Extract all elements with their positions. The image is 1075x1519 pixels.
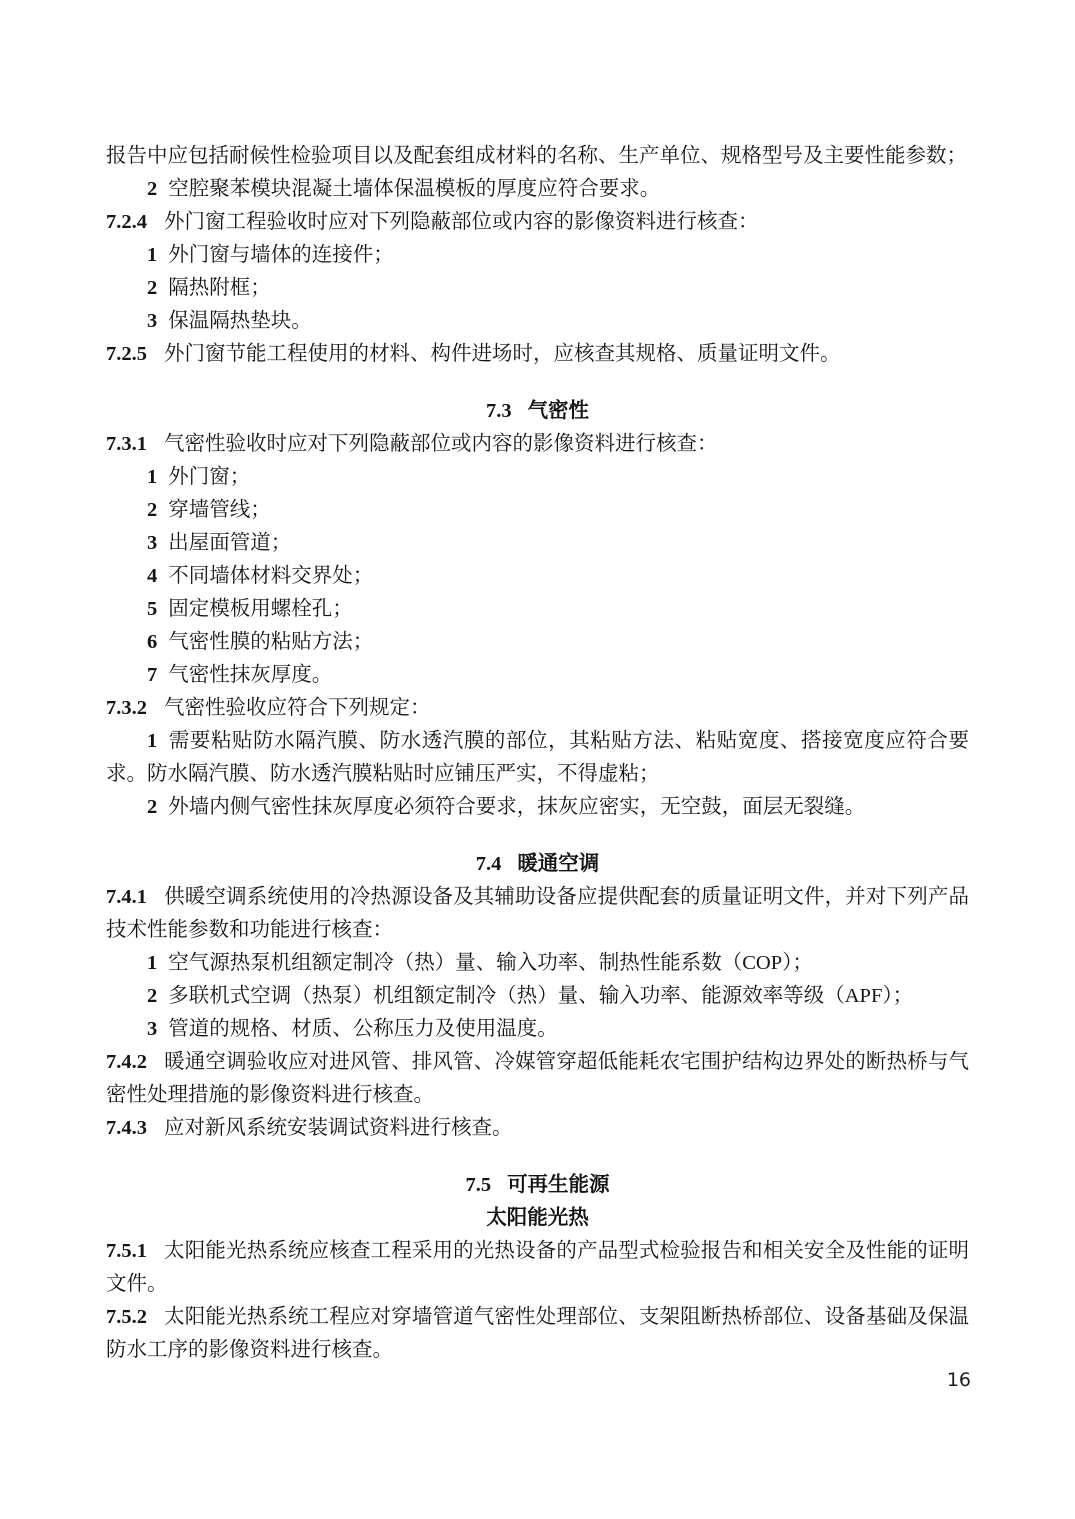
item-text: 外门窗与墙体的连接件； [168, 244, 394, 266]
item-number: 1 [147, 244, 158, 266]
section-title: 气密性 [527, 400, 590, 422]
clause-text: 暖通空调验收应对进风管、排风管、冷媒管穿超低能耗农宅围护结构边界处的断热桥与气密性处理措施的影像资料进行核查。 [106, 1051, 969, 1106]
paragraph-continuation [106, 140, 969, 173]
list-item [106, 947, 969, 980]
clause-number: 7.4.3 [106, 1117, 147, 1139]
item-text: 气密性膜的粘贴方法； [168, 631, 374, 653]
item-text: 空腔聚苯模块混凝土墙体保温模板的厚度应符合要求。 [168, 178, 661, 200]
subsection-title: 太阳能光热 [486, 1207, 589, 1229]
list-item [106, 593, 969, 626]
list-item [106, 791, 969, 824]
section-heading-7-3 [106, 395, 969, 428]
item-text: 穿墙管线； [168, 499, 271, 521]
clause-7-4-1 [106, 881, 969, 947]
item-number: 5 [147, 598, 158, 620]
clause-number: 7.4.2 [106, 1051, 147, 1073]
item-text: 隔热附框； [168, 277, 271, 299]
item-text: 固定模板用螺栓孔； [168, 598, 353, 620]
clause-number: 7.5.1 [106, 1240, 147, 1262]
section-number: 7.3 [485, 400, 512, 422]
item-number: 1 [147, 952, 158, 974]
clause-text: 应对新风系统安装调试资料进行核查。 [164, 1117, 513, 1139]
item-number: 6 [147, 631, 158, 653]
item-text: 多联机式空调（热泵）机组额定制冷（热）量、输入功率、能源效率等级（APF）； [168, 985, 914, 1007]
list-item [106, 725, 969, 791]
clause-7-2-5 [106, 338, 969, 371]
item-text: 保温隔热垫块。 [168, 310, 312, 332]
clause-7-3-1 [106, 428, 969, 461]
section-number: 7.5 [465, 1174, 492, 1196]
item-number: 1 [147, 466, 158, 488]
item-text: 外墙内侧气密性抹灰厚度必须符合要求，抹灰应密实，无空鼓，面层无裂缝。 [168, 796, 866, 818]
item-number: 2 [147, 796, 158, 818]
clause-7-5-1 [106, 1235, 969, 1301]
list-item [106, 461, 969, 494]
clause-7-3-2 [106, 692, 969, 725]
clause-text: 太阳能光热系统应核查工程采用的光热设备的产品型式检验报告和相关安全及性能的证明文件。 [106, 1240, 969, 1295]
list-item [106, 560, 969, 593]
list-item [106, 173, 969, 206]
list-item [106, 626, 969, 659]
clause-text: 气密性验收应符合下列规定： [164, 697, 431, 719]
item-number: 3 [147, 310, 158, 332]
clause-7-4-2 [106, 1046, 969, 1112]
section-heading-7-4 [106, 848, 969, 881]
item-number: 2 [147, 985, 158, 1007]
item-text: 外门窗； [168, 466, 251, 488]
item-number: 3 [147, 532, 158, 554]
clause-text: 外门窗工程验收时应对下列隐蔽部位或内容的影像资料进行核查： [164, 211, 759, 233]
clause-text: 气密性验收时应对下列隐蔽部位或内容的影像资料进行核查： [164, 433, 718, 455]
clause-number: 7.4.1 [106, 886, 147, 908]
list-item [106, 239, 969, 272]
clause-number: 7.5.2 [106, 1306, 147, 1328]
clause-number: 7.2.4 [106, 211, 147, 233]
item-number: 2 [147, 499, 158, 521]
list-item [106, 527, 969, 560]
item-text: 出屋面管道； [168, 532, 292, 554]
clause-text: 供暖空调系统使用的冷热源设备及其辅助设备应提供配套的质量证明文件，并对下列产品技术性能参数和功能进行核查： [106, 886, 969, 941]
item-text: 不同墙体材料交界处； [168, 565, 374, 587]
section-title: 暖通空调 [517, 853, 600, 875]
paragraph-text: 报告中应包括耐候性检验项目以及配套组成材料的名称、生产单位、规格型号及主要性能参数； [106, 145, 967, 167]
item-number: 3 [147, 1018, 158, 1040]
list-item [106, 494, 969, 527]
clause-7-4-3 [106, 1112, 969, 1145]
list-item [106, 980, 969, 1013]
list-item [106, 272, 969, 305]
item-number: 7 [147, 664, 158, 686]
list-item [106, 1013, 969, 1046]
item-number: 1 [147, 730, 158, 752]
item-text: 需要粘贴防水隔汽膜、防水透汽膜的部位，其粘贴方法、粘贴宽度、搭接宽度应符合要求。防水隔汽膜、防水透汽膜粘贴时应铺压严实，不得虚粘； [106, 730, 969, 785]
clause-number: 7.3.2 [106, 697, 147, 719]
section-heading-7-5 [106, 1169, 969, 1202]
item-text: 气密性抹灰厚度。 [168, 664, 333, 686]
clause-text: 外门窗节能工程使用的材料、构件进场时，应核查其规格、质量证明文件。 [164, 343, 841, 365]
page-number: 16 [946, 1369, 971, 1391]
item-text: 管道的规格、材质、公称压力及使用温度。 [168, 1018, 558, 1040]
item-number: 2 [147, 178, 158, 200]
clause-7-5-2 [106, 1301, 969, 1367]
section-title: 可再生能源 [507, 1174, 610, 1196]
clause-number: 7.3.1 [106, 433, 147, 455]
list-item [106, 659, 969, 692]
clause-text: 太阳能光热系统工程应对穿墙管道气密性处理部位、支架阻断热桥部位、设备基础及保温防水工序的影像资料进行核查。 [106, 1306, 969, 1361]
item-number: 2 [147, 277, 158, 299]
subsection-heading-solar-thermal [106, 1202, 969, 1235]
item-text: 空气源热泵机组额定制冷（热）量、输入功率、制热性能系数（COP）； [168, 952, 813, 974]
clause-number: 7.2.5 [106, 343, 147, 365]
item-number: 4 [147, 565, 158, 587]
clause-7-2-4 [106, 206, 969, 239]
section-number: 7.4 [475, 853, 502, 875]
list-item [106, 305, 969, 338]
